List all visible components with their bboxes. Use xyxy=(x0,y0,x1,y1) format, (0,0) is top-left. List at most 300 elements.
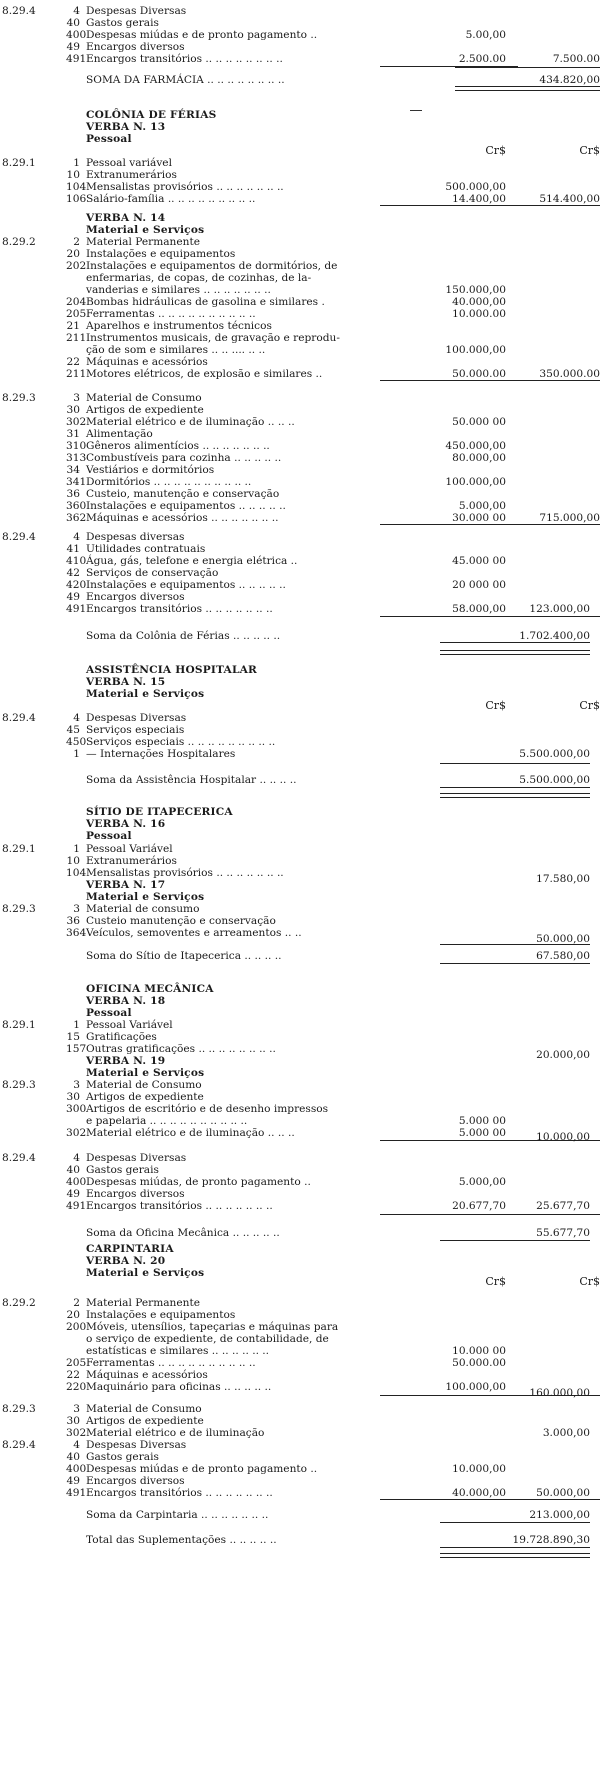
amount-partial: 150.000,00 xyxy=(445,284,506,296)
item-description: VERBA N. 16 xyxy=(86,818,166,830)
amount-total: 25.677,70 xyxy=(536,1200,590,1212)
amount-partial: 5.000,00 xyxy=(458,500,506,512)
ledger-line xyxy=(0,1131,607,1143)
total-rule xyxy=(455,1499,600,1500)
ledger-line xyxy=(0,1333,607,1345)
item-description: Despesas Diversas xyxy=(86,1439,187,1451)
item-description: Despesas Diversas xyxy=(86,712,187,724)
item-description: Encargos diversos xyxy=(86,1475,185,1487)
amount-partial: Cr$ xyxy=(485,699,506,712)
ledger-line xyxy=(0,344,607,356)
item-description: COLÔNIA DE FÉRIAS xyxy=(86,109,217,121)
item-description: Material e Serviços xyxy=(86,1067,205,1079)
account-code: 8.29.4 xyxy=(2,712,36,724)
account-code: 8.29.3 xyxy=(2,1079,36,1091)
ledger-line xyxy=(0,1200,607,1212)
amount-total: 123.000,00 xyxy=(529,603,590,615)
section-heading xyxy=(0,1007,607,1019)
item-description: Água, gás, telefone e energia elétrica .. xyxy=(86,555,298,567)
item-number: 20 xyxy=(66,248,80,260)
amount-total: 10.000,00 xyxy=(536,1131,590,1143)
item-description: Serviços especiais xyxy=(86,724,185,736)
ledger-line xyxy=(0,452,607,464)
item-description: Ferramentas .. .. .. .. .. .. .. .. .. .. xyxy=(86,308,256,320)
amount-partial: 50.000.00 xyxy=(452,1357,506,1369)
ledger-line xyxy=(0,1091,607,1103)
ledger-line xyxy=(0,41,607,53)
ledger-line xyxy=(0,1387,607,1399)
item-description: Pessoal xyxy=(86,1007,132,1019)
item-description: Artigos de expediente xyxy=(86,404,204,416)
item-number: 211 xyxy=(66,368,87,380)
item-description: OFICINA MECÂNICA xyxy=(86,983,214,995)
amount-partial: 40.000,00 xyxy=(452,1487,506,1499)
section-heading xyxy=(0,830,607,842)
amount-total: 20.000,00 xyxy=(536,1049,590,1061)
item-description: Móveis, utensílios, tapeçarias e máquinas para xyxy=(86,1321,339,1333)
item-description: Soma da Colônia de Férias .. .. .. .. .. xyxy=(86,630,281,642)
amount-total: 213.000,00 xyxy=(529,1509,590,1521)
item-description: Material e Serviços xyxy=(86,1267,205,1279)
section-heading xyxy=(0,664,607,676)
ledger-line xyxy=(0,440,607,452)
section-heading xyxy=(0,1255,607,1267)
amount-partial: 58.000,00 xyxy=(452,603,506,615)
amount-partial: 80.000,00 xyxy=(452,452,506,464)
item-description: Material Permanente xyxy=(86,236,201,248)
item-number: 205 xyxy=(66,1357,87,1369)
item-description: ção de som e similares .. .. .... .. .. xyxy=(86,344,266,356)
amount-partial: 40.000,00 xyxy=(452,296,506,308)
item-description: enfermarias, de copas, de cozinhas, de la- xyxy=(86,272,312,284)
item-description: Soma da Oficina Mecânica .. .. .. .. .. xyxy=(86,1227,280,1239)
amount-total: 50.000,00 xyxy=(536,1487,590,1499)
ledger-line xyxy=(0,1345,607,1357)
item-number: 3 xyxy=(73,903,80,915)
amount-total: 3.000,00 xyxy=(542,1427,590,1439)
item-description: Salário-família .. .. .. .. .. .. .. .. .. xyxy=(86,193,256,205)
item-description: Encargos diversos xyxy=(86,41,185,53)
ledger-line xyxy=(0,1321,607,1333)
item-description: Máquinas e acessórios .. .. .. .. .. .. .. xyxy=(86,512,279,524)
item-description: Soma do Sítio de Itapecerica .. .. .. .. xyxy=(86,950,282,962)
amount-total: 5.500.000,00 xyxy=(519,748,590,760)
item-description: Gastos gerais xyxy=(86,1164,159,1176)
item-description: Utilidades contratuais xyxy=(86,543,206,555)
amount-partial: 14.400,00 xyxy=(452,193,506,205)
item-number: 4 xyxy=(73,1152,80,1164)
item-number: 491 xyxy=(66,603,87,615)
currency-header xyxy=(0,1276,607,1288)
item-description: Despesas miúdas e de pronto pagamento .. xyxy=(86,29,318,41)
item-description: Material e Serviços xyxy=(86,891,205,903)
ledger-line xyxy=(0,1227,607,1239)
item-description: Máquinas e acessórios xyxy=(86,356,208,368)
item-description: Outras gratificações .. .. .. .. .. .. .. .. xyxy=(86,1043,276,1055)
ledger-line xyxy=(0,855,607,867)
amount-partial: 10.000.00 xyxy=(452,308,506,320)
ledger-line xyxy=(0,915,607,927)
item-description: Despesas diversas xyxy=(86,531,185,543)
ledger-line xyxy=(0,748,607,760)
section-heading xyxy=(0,983,607,995)
item-number: 362 xyxy=(66,512,87,524)
account-code: 8.29.1 xyxy=(2,157,36,169)
item-description: Gratificações xyxy=(86,1031,157,1043)
item-number: 220 xyxy=(66,1381,87,1393)
item-description: Material Permanente xyxy=(86,1297,201,1309)
item-number: 400 xyxy=(66,1463,87,1475)
item-number: 41 xyxy=(66,543,80,555)
ledger-line xyxy=(0,17,607,29)
item-description: Veículos, semoventes e arreamentos .. .. xyxy=(86,927,302,939)
item-description: estatísticas e similares .. .. .. .. .. .. xyxy=(86,1345,270,1357)
item-number: 1 xyxy=(73,843,80,855)
item-description: Soma da Assistência Hospitalar .. .. .. .. xyxy=(86,774,297,786)
item-number: 40 xyxy=(66,1164,80,1176)
total-rule xyxy=(455,67,600,68)
amount-partial: 2.500.00 xyxy=(458,53,506,65)
item-number: 491 xyxy=(66,1200,87,1212)
item-number: 2 xyxy=(73,1297,80,1309)
total-rule xyxy=(440,787,590,788)
item-description: Alimentação xyxy=(86,428,153,440)
item-description: Instalações e equipamentos xyxy=(86,1309,236,1321)
item-description: Despesas Diversas xyxy=(86,1152,187,1164)
item-description: Despesas miúdas, de pronto pagamento .. xyxy=(86,1176,311,1188)
item-description: Encargos diversos xyxy=(86,591,185,603)
ledger-line xyxy=(0,950,607,962)
item-number: 302 xyxy=(66,416,87,428)
ledger-line xyxy=(0,567,607,579)
account-code: 8.29.3 xyxy=(2,392,36,404)
amount-total: Cr$ xyxy=(579,144,600,157)
total-rule xyxy=(440,1240,590,1241)
item-description: Serviços especiais .. .. .. .. .. .. .. .. .. xyxy=(86,736,276,748)
amount-partial: 20 000 00 xyxy=(452,579,506,591)
item-number: 34 xyxy=(66,464,80,476)
ledger-line xyxy=(0,630,607,642)
item-description: Máquinas e acessórios xyxy=(86,1369,208,1381)
ledger-line xyxy=(0,356,607,368)
item-number: 313 xyxy=(66,452,87,464)
item-description: Artigos de expediente xyxy=(86,1415,204,1427)
item-description: Ferramentas .. .. .. .. .. .. .. .. .. .. xyxy=(86,1357,256,1369)
item-description: SOMA DA FARMÁCIA .. .. .. .. .. .. .. .. xyxy=(86,74,285,86)
item-description: Material elétrico e de iluminação .. .. .. xyxy=(86,416,295,428)
total-rule xyxy=(440,1547,590,1548)
item-description: Custeio manutenção e conservação xyxy=(86,915,276,927)
amount-total: 50.000,00 xyxy=(536,933,590,945)
item-description: o serviço de expediente, de contabilidade, de xyxy=(86,1333,329,1345)
ledger-line xyxy=(0,1115,607,1127)
item-description: Aparelhos e instrumentos técnicos xyxy=(86,320,272,332)
item-number: 400 xyxy=(66,29,87,41)
amount-total: 1.702.400,00 xyxy=(519,630,590,642)
item-description: Total das Suplementações .. .. .. .. .. xyxy=(86,1534,277,1546)
amount-partial: 100.000,00 xyxy=(445,1381,506,1393)
ledger-line xyxy=(0,5,607,17)
ledger-line xyxy=(0,1475,607,1487)
ledger-line xyxy=(0,603,607,615)
ledger-line xyxy=(0,296,607,308)
section-heading xyxy=(0,224,607,236)
amount-total: 19.728.890,30 xyxy=(512,1534,590,1546)
ledger-line xyxy=(0,1188,607,1200)
item-description: Instalações e equipamentos xyxy=(86,248,236,260)
ledger-line xyxy=(0,392,607,404)
item-description: Pessoal Variável xyxy=(86,843,173,855)
item-number: 30 xyxy=(66,1415,80,1427)
section-heading xyxy=(0,806,607,818)
ledger-line xyxy=(0,1369,607,1381)
item-number: 4 xyxy=(73,5,80,17)
item-number: 30 xyxy=(66,1091,80,1103)
item-number: 341 xyxy=(66,476,87,488)
total-rule xyxy=(455,524,600,525)
item-number: 49 xyxy=(66,41,80,53)
item-number: 4 xyxy=(73,712,80,724)
item-number: 40 xyxy=(66,17,80,29)
ledger-line xyxy=(0,476,607,488)
section-heading xyxy=(0,1055,607,1067)
item-number: 211 xyxy=(66,332,87,344)
account-code: 8.29.2 xyxy=(2,236,36,248)
item-description: Extranumerários xyxy=(86,169,177,181)
item-number: 49 xyxy=(66,1475,80,1487)
ledger-line xyxy=(0,1297,607,1309)
ledger-line xyxy=(0,29,607,41)
amount-partial: Cr$ xyxy=(485,1275,506,1288)
total-rule xyxy=(440,963,590,964)
item-number: 10 xyxy=(66,855,80,867)
ledger-line xyxy=(0,843,607,855)
currency-header xyxy=(0,700,607,712)
amount-partial: 5.000 00 xyxy=(458,1115,506,1127)
ledger-line xyxy=(0,1439,607,1451)
item-number: 3 xyxy=(73,1079,80,1091)
amount-partial: 50.000 00 xyxy=(452,416,506,428)
ledger-line xyxy=(0,1019,607,1031)
item-description: Encargos transitórios .. .. .. .. .. .. .. .. xyxy=(86,53,283,65)
item-description: Motores elétricos, de explosão e similares .. xyxy=(86,368,323,380)
amount-total: 350.000.00 xyxy=(539,368,600,380)
account-code: 8.29.4 xyxy=(2,1439,36,1451)
amount-partial: 50.000.00 xyxy=(452,368,506,380)
item-number: 300 xyxy=(66,1103,87,1115)
ledger-line xyxy=(0,1152,607,1164)
item-number: 10 xyxy=(66,169,80,181)
amount-total: 55.677,70 xyxy=(536,1227,590,1239)
ledger-line xyxy=(0,157,607,169)
ledger-line xyxy=(0,512,607,524)
item-description: Instrumentos musicais, de gravação e reprodu- xyxy=(86,332,340,344)
total-rule xyxy=(455,380,600,381)
item-number: 42 xyxy=(66,567,80,579)
item-number: 4 xyxy=(73,1439,80,1451)
amount-total: 17.580,00 xyxy=(536,873,590,885)
section-heading xyxy=(0,109,607,121)
item-description: Encargos transitórios .. .. .. .. .. .. .. xyxy=(86,1200,273,1212)
amount-total: 434.820,00 xyxy=(539,74,600,86)
account-code: 8.29.3 xyxy=(2,1403,36,1415)
ledger-line xyxy=(0,543,607,555)
item-description: Bombas hidráulicas de gasolina e similares . xyxy=(86,296,325,308)
item-number: 200 xyxy=(66,1321,87,1333)
item-description: e papelaria .. .. .. .. .. .. .. .. .. .. xyxy=(86,1115,248,1127)
item-number: 450 xyxy=(66,736,87,748)
amount-total: 7.500.00 xyxy=(552,53,600,65)
ledger-line xyxy=(0,248,607,260)
amount-partial: 5.000 00 xyxy=(458,1127,506,1139)
item-number: 157 xyxy=(66,1043,87,1055)
ledger-line xyxy=(0,169,607,181)
item-description: Artigos de expediente xyxy=(86,1091,204,1103)
section-heading xyxy=(0,1067,607,1079)
double-rule xyxy=(455,86,600,91)
amount-partial: 30.000 00 xyxy=(452,512,506,524)
item-number: 40 xyxy=(66,1451,80,1463)
item-description: Instalações e equipamentos de dormitórios, de xyxy=(86,260,338,272)
item-description: Gastos gerais xyxy=(86,1451,159,1463)
item-description: VERBA N. 19 xyxy=(86,1055,166,1067)
item-description: Material de consumo xyxy=(86,903,200,915)
amount-partial: 100.000,00 xyxy=(445,344,506,356)
item-number: 104 xyxy=(66,181,87,193)
item-description: Material elétrico e de iluminação xyxy=(86,1427,265,1439)
item-description: Dormitórios .. .. .. .. .. .. .. .. .. .. xyxy=(86,476,252,488)
ledger-line xyxy=(0,736,607,748)
item-description: Extranumerários xyxy=(86,855,177,867)
item-description: Mensalistas provisórios .. .. .. .. .. .. .. xyxy=(86,181,284,193)
amount-partial: 10.000 00 xyxy=(452,1345,506,1357)
amount-total: 514.400,00 xyxy=(539,193,600,205)
ledger-line xyxy=(0,724,607,736)
item-description: Pessoal xyxy=(86,133,132,145)
item-number: 36 xyxy=(66,488,80,500)
item-description: VERBA N. 18 xyxy=(86,995,166,1007)
ledger-line xyxy=(0,579,607,591)
item-description: Despesas Diversas xyxy=(86,5,187,17)
double-rule xyxy=(440,1553,590,1558)
item-number: 420 xyxy=(66,579,87,591)
item-description: Vestiários e dormitórios xyxy=(86,464,215,476)
item-number: 21 xyxy=(66,320,80,332)
section-heading xyxy=(0,688,607,700)
amount-total: 715.000,00 xyxy=(539,512,600,524)
item-number: 36 xyxy=(66,915,80,927)
account-code: 8.29.4 xyxy=(2,531,36,543)
item-description: Material elétrico e de iluminação .. .. .. xyxy=(86,1127,295,1139)
amount-total: 5.500.000,00 xyxy=(519,774,590,786)
ledger-line xyxy=(0,272,607,284)
item-description: Material de Consumo xyxy=(86,1403,202,1415)
ledger-line xyxy=(0,1357,607,1369)
item-description: Pessoal Variável xyxy=(86,1019,173,1031)
item-description: Despesas miúdas e de pronto pagamento .. xyxy=(86,1463,318,1475)
total-rule xyxy=(440,1522,590,1523)
ledger-line xyxy=(0,416,607,428)
ledger-line xyxy=(0,1487,607,1499)
item-description: Encargos diversos xyxy=(86,1188,185,1200)
item-description: Pessoal variável xyxy=(86,157,172,169)
item-description: Material e Serviços xyxy=(86,688,205,700)
ledger-line xyxy=(0,308,607,320)
item-description: Serviços de conservação xyxy=(86,567,219,579)
section-heading xyxy=(0,891,607,903)
item-description: Encargos transitórios .. .. .. .. .. .. .. xyxy=(86,603,273,615)
item-number: 1 xyxy=(73,1019,80,1031)
item-number: 2 xyxy=(73,236,80,248)
section-heading xyxy=(0,212,607,224)
item-number: 3 xyxy=(73,392,80,404)
item-number: 202 xyxy=(66,260,87,272)
ledger-line xyxy=(0,404,607,416)
section-heading xyxy=(0,121,607,133)
account-code: 8.29.1 xyxy=(2,1019,36,1031)
double-rule xyxy=(440,793,590,798)
item-number: 491 xyxy=(66,53,87,65)
amount-partial: 20.677,70 xyxy=(452,1200,506,1212)
item-number: 49 xyxy=(66,1188,80,1200)
item-number: 3 xyxy=(73,1403,80,1415)
ledger-line xyxy=(0,181,607,193)
ledger-line xyxy=(0,774,607,786)
ledger-line xyxy=(0,1463,607,1475)
item-number: 22 xyxy=(66,356,80,368)
amount-partial: 450.000,00 xyxy=(445,440,506,452)
item-number: 20 xyxy=(66,1309,80,1321)
item-description: Pessoal xyxy=(86,830,132,842)
section-heading xyxy=(0,133,607,145)
ledger-line xyxy=(0,1534,607,1546)
ledger-line xyxy=(0,332,607,344)
item-number: 360 xyxy=(66,500,87,512)
total-rule xyxy=(455,205,600,206)
ledger-line xyxy=(0,1103,607,1115)
ledger-line xyxy=(0,464,607,476)
amount-partial: Cr$ xyxy=(485,144,506,157)
ledger-line xyxy=(0,591,607,603)
ledger-line xyxy=(0,1509,607,1521)
item-description: Artigos de escritório e de desenho impressos xyxy=(86,1103,329,1115)
item-description: Instalações e equipamentos .. .. .. .. .. xyxy=(86,579,286,591)
item-description: Encargos transitórios .. .. .. .. .. .. .. xyxy=(86,1487,273,1499)
account-code: 8.29.1 xyxy=(2,843,36,855)
ledger-line xyxy=(0,193,607,205)
ledger-line xyxy=(0,53,607,65)
item-description: Custeio, manutenção e conservação xyxy=(86,488,280,500)
ledger-line xyxy=(0,1415,607,1427)
ledger-line xyxy=(0,500,607,512)
currency-header xyxy=(0,145,607,157)
item-number: 31 xyxy=(66,428,80,440)
item-description: Combustíveis para cozinha .. .. .. .. .. xyxy=(86,452,282,464)
amount-partial: 5.00,00 xyxy=(465,29,506,41)
ledger-line xyxy=(0,1403,607,1415)
ledger-line xyxy=(0,1164,607,1176)
item-number: 30 xyxy=(66,404,80,416)
total-rule xyxy=(440,763,590,764)
item-description: ASSISTÊNCIA HOSPITALAR xyxy=(86,664,258,676)
item-number: 15 xyxy=(66,1031,80,1043)
section-heading xyxy=(0,818,607,830)
ledger-line xyxy=(0,488,607,500)
item-number: 1 xyxy=(73,157,80,169)
item-number: 204 xyxy=(66,296,87,308)
amount-partial: 5.000,00 xyxy=(458,1176,506,1188)
ledger-line xyxy=(0,284,607,296)
